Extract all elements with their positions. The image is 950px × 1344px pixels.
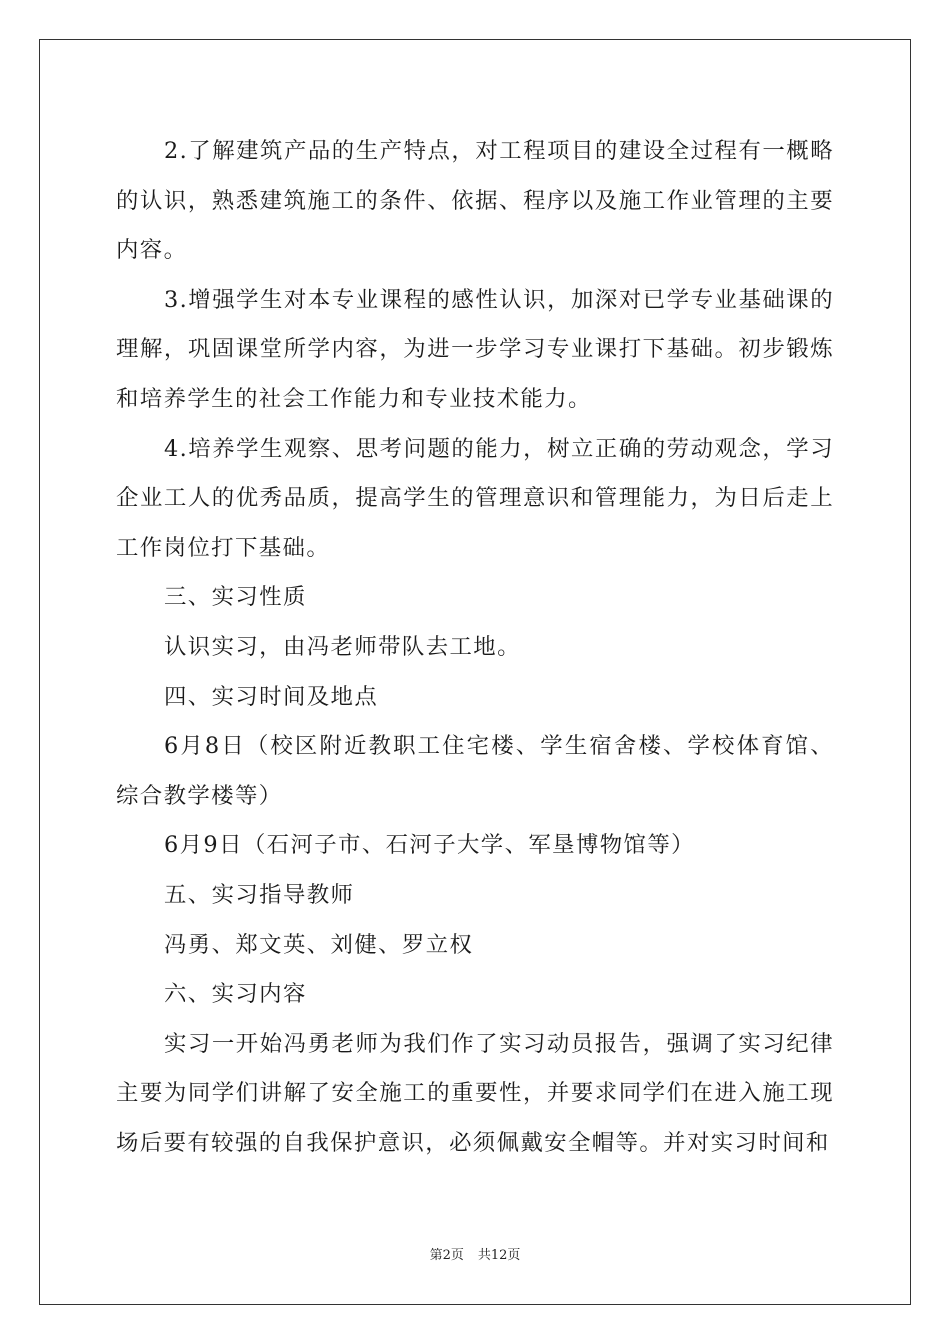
- section-heading-content: 六、实习内容: [164, 981, 307, 1008]
- section-heading-time-location: 四、实习时间及地点: [164, 683, 379, 710]
- paragraph-objective-3: 3.增强学生对本专业课程的感性认识，加深对已学专业基础课的理解，巩固课堂所学内容，为进一步学习专业课打下基础。初步锻炼和培养学生的社会工作能力和专业技术能力。: [116, 286, 834, 412]
- paragraph-objective-4: 4.培养学生观察、思考问题的能力，树立正确的劳动观念，学习企业工人的优秀品质，提高学生的管理意识和管理能力，为日后走上工作岗位打下基础。: [116, 435, 834, 561]
- page-total: 共12页: [477, 1248, 521, 1263]
- page-number: 第2页: [429, 1248, 464, 1263]
- paragraph-objective-2: 2.了解建筑产品的生产特点，对工程项目的建设全过程有一概略的认识，熟悉建筑施工的条件、依据、程序以及施工作业管理的主要内容。: [116, 138, 834, 264]
- paragraph-nature: 认识实习，由冯老师带队去工地。: [164, 633, 521, 660]
- paragraph-teachers: 冯勇、郑文英、刘健、罗立权: [164, 931, 474, 958]
- paragraph-content: 实习一开始冯勇老师为我们作了实习动员报告，强调了实习纪律主要为同学们讲解了安全施工的重要性，并要求同学们在进入施工现场后要有较强的自我保护意识，必须佩戴安全帽等。并对实习时间和: [116, 1030, 834, 1156]
- paragraph-june-9: 6月9日（石河子市、石河子大学、军垦博物馆等）: [164, 832, 695, 859]
- section-heading-nature: 三、实习性质: [164, 584, 307, 611]
- page-footer: [0, 1248, 950, 1264]
- section-heading-teachers: 五、实习指导教师: [164, 881, 355, 908]
- paragraph-june-8: 6月8日（校区附近教职工住宅楼、学生宿舍楼、学校体育馆、综合教学楼等）: [116, 733, 834, 809]
- document-body: [116, 127, 834, 1168]
